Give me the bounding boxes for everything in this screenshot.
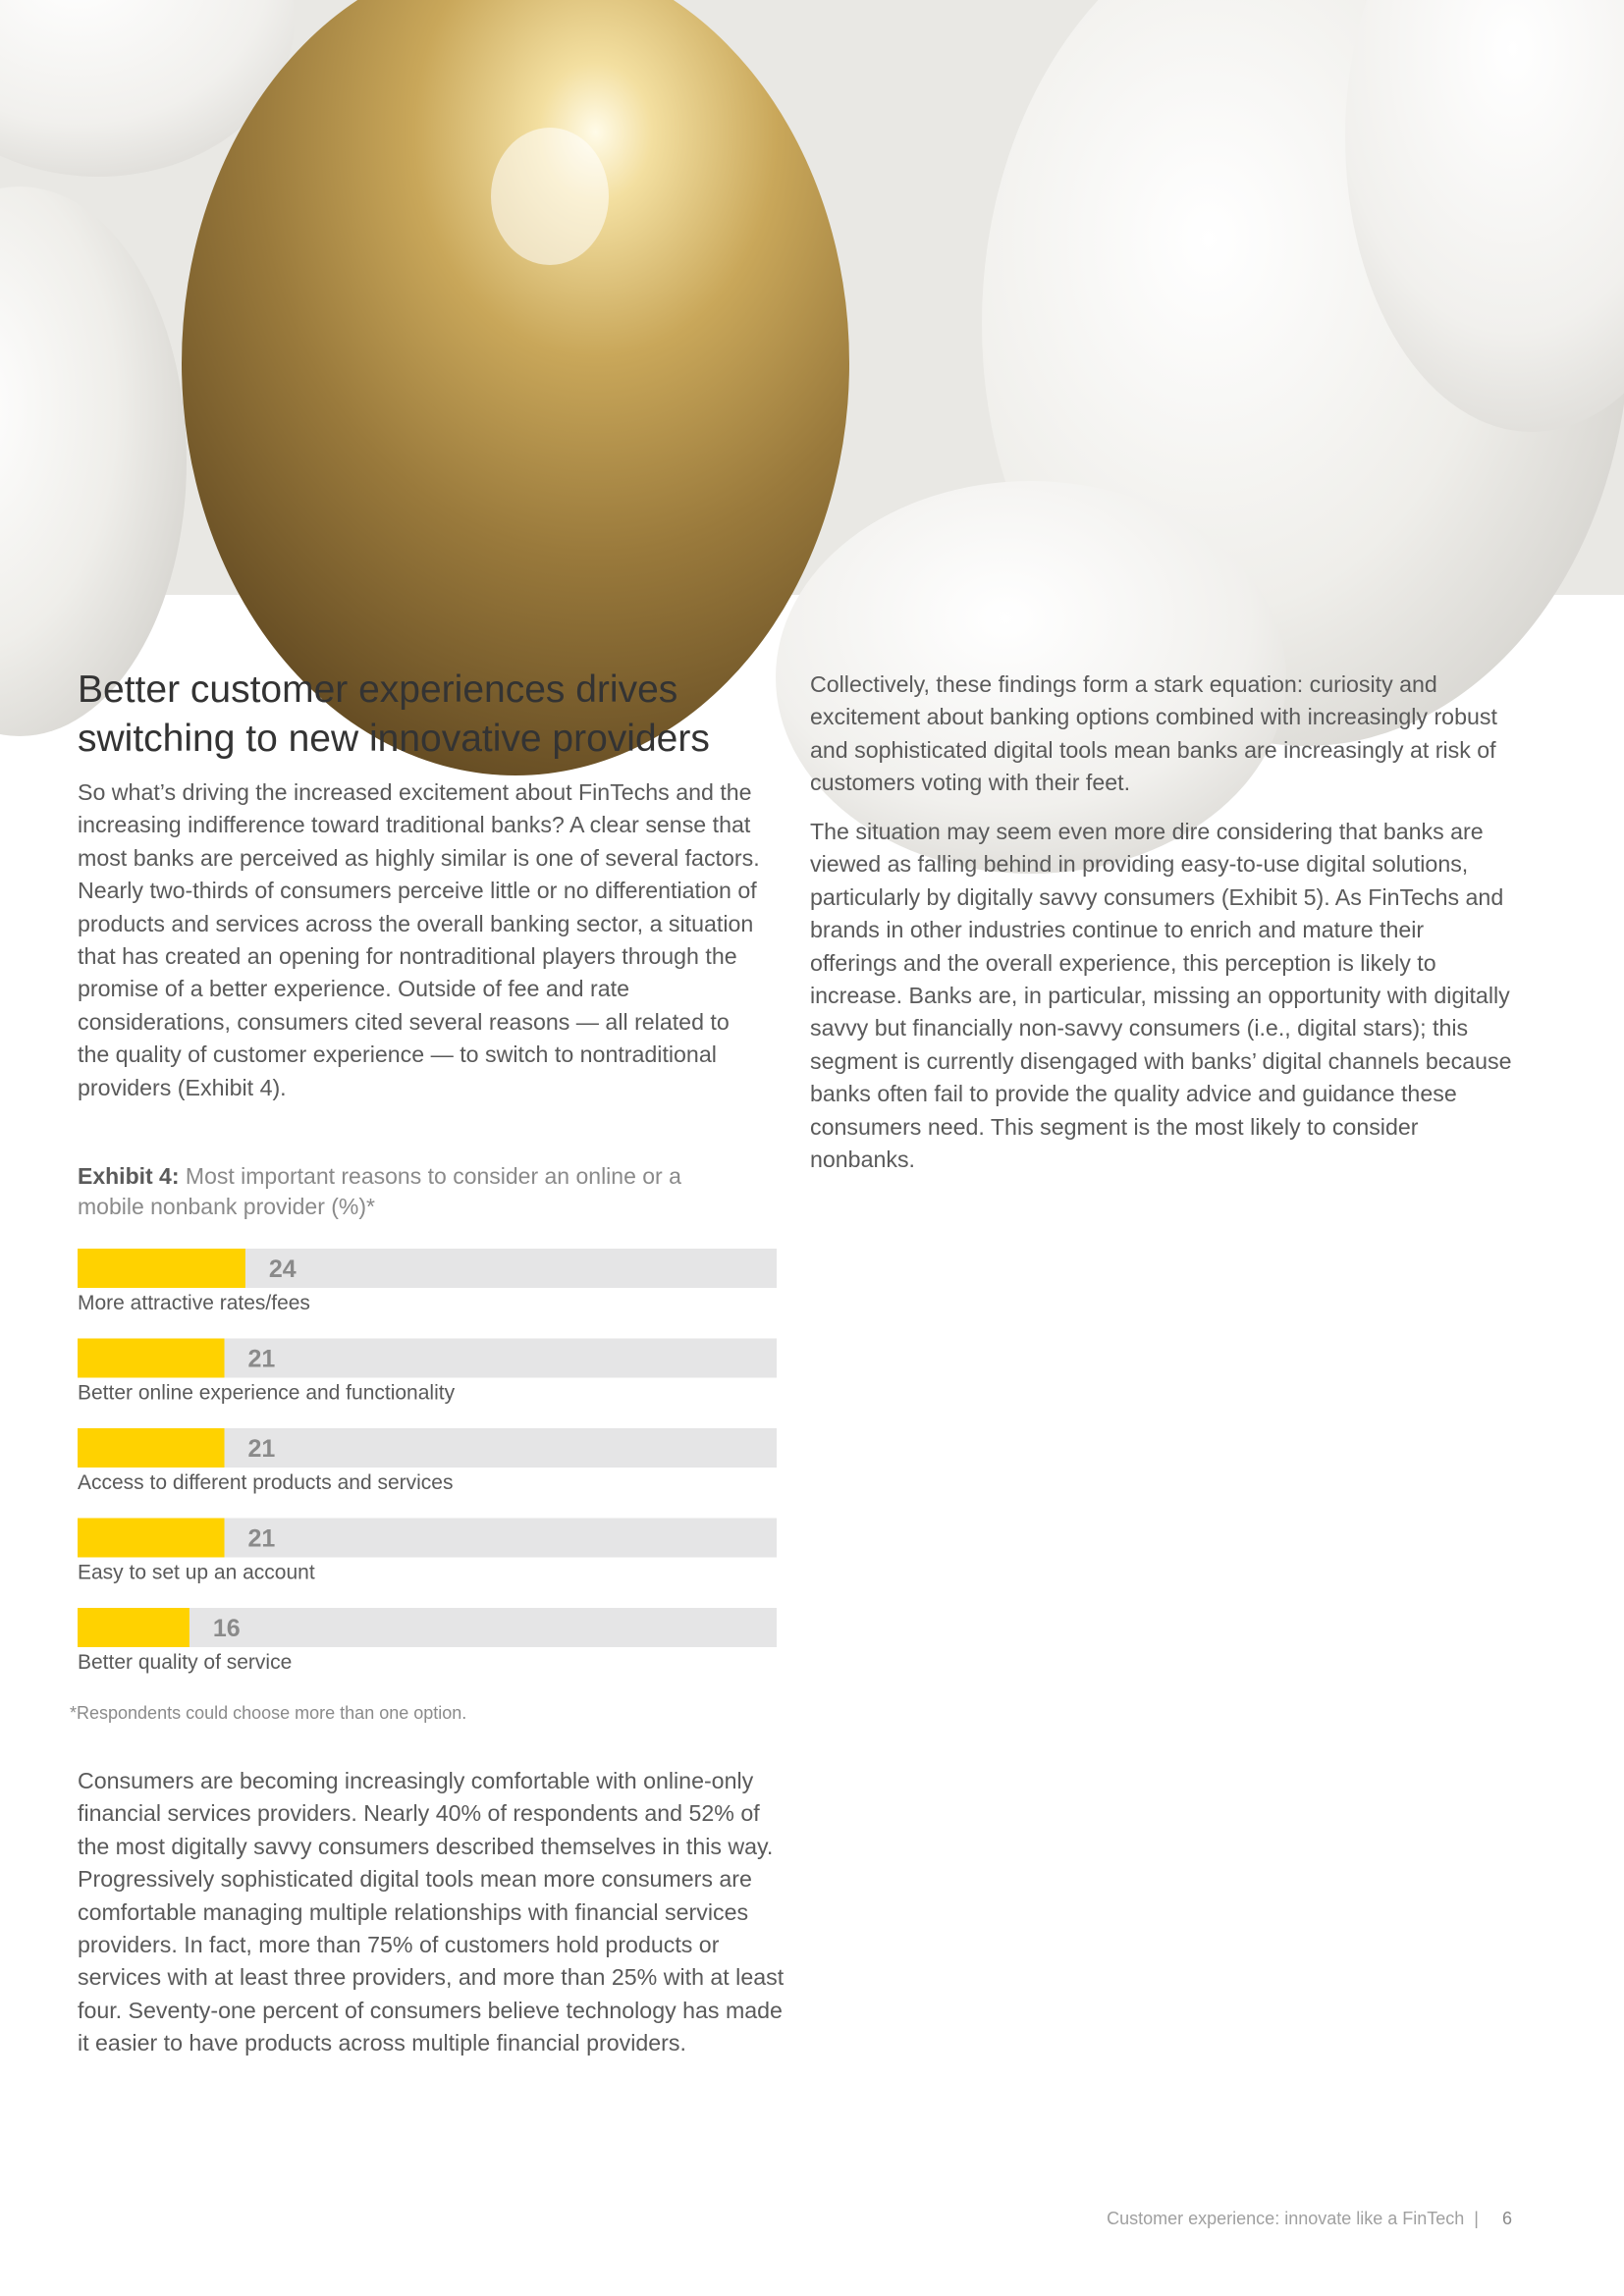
section-heading: Better customer experiences drives switching to new innovative providers [78, 668, 710, 760]
category-label: Easy to set up an account [78, 1561, 315, 1584]
bottom-paragraph: Consumers are becoming increasingly comfortable with online-only financial services providers. Nearly 40% of respondents and 52% of the most digitally savvy consumers described themselves in this way. Progressively sophisticated digital tools mean more consumers are comfortable managing multiple relationships with financial services providers. In fact, more than 75% of customers hold products or services with at least three providers, and more than 25% with at least four. Seventy-one percent of consumers believe technology has made it easier to have products across multiple financial providers. [78, 1768, 785, 2056]
exhibit-title [78, 1161, 706, 1222]
exhibit-label: Exhibit 4: [78, 1163, 180, 1189]
bar-value-label: 16 [212, 1615, 241, 1642]
category-label: Better quality of service [78, 1651, 293, 1674]
bar [78, 1428, 225, 1468]
exhibit-caption: Most important reasons to consider an online or a mobile nonbank provider (%)* [78, 1163, 681, 1219]
bar [78, 1608, 189, 1647]
intro-paragraph: So what’s driving the increased excitement about FinTechs and the increasing indifference toward traditional banks? A clear sense that most banks are perceived as highly similar is one of several factors. Nearly two-thirds of consumers perceive little or no differentiation of products and services across the overall banking sector, a situation that has created an opening for nontraditional players through the promise of a better experience. Outside of fee and rate considerations, consumers cited several reasons — all related to the quality of customer experience — to switch to nontraditional providers (Exhibit 4). [78, 779, 760, 1100]
bar [78, 1249, 245, 1288]
category-label: More attractive rates/fees [78, 1292, 310, 1314]
bar [78, 1339, 225, 1378]
right-paragraph-2: The situation may seem even more dire considering that banks are viewed as falling behind in providing easy-to-use digital solutions, particularly by digitally savvy consumers (Exhibit 5). As FinTechs and brands in other industries continue to enrich and mature their offerings and the overall experience, this perception is likely to increase. Banks are, in particular, missing an opportunity with digitally savvy but financially non-savvy consumers (i.e., digital stars); this segment is currently disengaged with banks’ digital channels because banks often fail to provide the quality advice and guidance these consumers need. This segment is the most likely to consider nonbanks. [810, 819, 1512, 1173]
right-paragraph-1: Collectively, these findings form a stark equation: curiosity and excitement about banking options combined with increasingly robust and sophisticated digital tools mean banks are increasingly at risk of customers voting with their feet. [810, 671, 1497, 796]
bar-value-label: 24 [268, 1255, 297, 1283]
bar-value-label: 21 [247, 1345, 276, 1373]
exhibit-4-bar-chart [78, 1249, 777, 1674]
footer-title: Customer experience: innovate like a FinTech [1107, 2209, 1465, 2228]
category-label: Better online experience and functionality [78, 1381, 456, 1405]
exhibit-footnote: *Respondents could choose more than one option. [70, 1703, 467, 1723]
bar-value-label: 21 [247, 1524, 276, 1553]
page-footer [1107, 2209, 1512, 2229]
golden-egg [182, 0, 849, 775]
bar [78, 1519, 225, 1558]
page-number: 6 [1501, 2209, 1512, 2228]
hero-image [0, 0, 1624, 595]
footer-separator: | [1474, 2209, 1479, 2228]
bar-value-label: 21 [247, 1435, 276, 1463]
category-label: Access to different products and services [78, 1471, 454, 1494]
golden-egg-photo [0, 0, 1624, 595]
